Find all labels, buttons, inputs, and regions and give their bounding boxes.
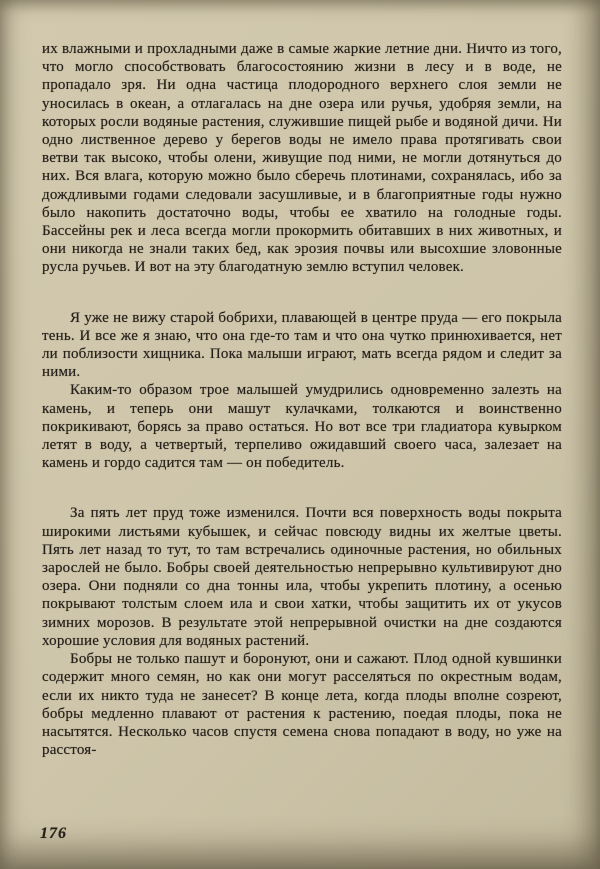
section-break	[42, 472, 562, 504]
paragraph: их влажными и прохладными даже в самые жаркие летние дни. Ничто из того, что могло способствовать благосостоянию жизни в лесу и в воде, не пропадало зря. Ни одна частица плодородного верхнего слоя земли не уносилась в океан, а отлагалась на дне озера или ручья, удобряя земли, на которых росли водяные растения, служившие пищей рыбе и водяной дичи. Ни одно лиственное дерево у берегов воды не имело права протягивать свои ветви так высоко, чтобы олени, живущие под ними, не могли дотянуться до них. Вся влага, которую можно было сберечь плотинами, сохранялась, ибо за дождливыми годами следовали засушливые, и в благоприятные годы нужно было накопить достаточно воды, чтобы ее хватило на голодные годы. Бассейны рек и леса всегда могли прокормить обитавших в них животных, и они никогда не знали таких бед, как эрозия почвы или высохшие зловонные русла ручьев. И вот на эту благодатную землю вступил человек.	[42, 41, 562, 276]
paragraph: За пять лет пруд тоже изменился. Почти вся поверхность воды покрыта широкими листьями кубышек, и сейчас повсюду видны их желтые цветы. Пять лет назад то тут, то там встречались одиночные растения, но обильных зарослей не было. Бобры своей деятельностью непрерывно культивируют дно озера. Они подняли со дна тонны ила, чтобы укрепить плотину, а осенью покрывают толстым слоем ила и свои хатки, чтобы защитить их от укусов зимних морозов. В результате этой непрерывной очистки на дне создаются хорошие условия для водяных растений.	[42, 505, 562, 649]
paragraph: Я уже не вижу старой бобрихи, плавающей в центре пруда — его покрыла тень. И все же я знаю, что она где-то там и что она чутко принюхивается, нет ли поблизости хищника. Пока малыши играют, мать всегда рядом и следит за ними.	[42, 309, 562, 381]
page-number: 176	[40, 825, 67, 842]
paragraph: Каким-то образом трое малышей умудрились одновременно залезть на камень, и теперь они машут кулачками, толкаются и воинственно покрикивают, борясь за право остаться. Но вот все три гладиатора кувырком летят в воду, а четвертый, терпеливо ожидавший своего часа, залезает на камень и гордо садится там — он победитель.	[42, 382, 562, 472]
paragraph: Бобры не только пашут и боронуют, они и сажают. Плод одной кувшинки содержит много семян, но как они могут расселяться по окрестным водам, если их никто туда не занесет? В конце лета, когда плоды вполне созреют, бобры медленно плавают от растения к растению, поедая плоды, пока не насытятся. Несколько часов спустя семена снова попадают в воду, но уже на расстоя-	[42, 651, 562, 759]
page-text	[42, 40, 562, 759]
section-break	[42, 277, 562, 309]
